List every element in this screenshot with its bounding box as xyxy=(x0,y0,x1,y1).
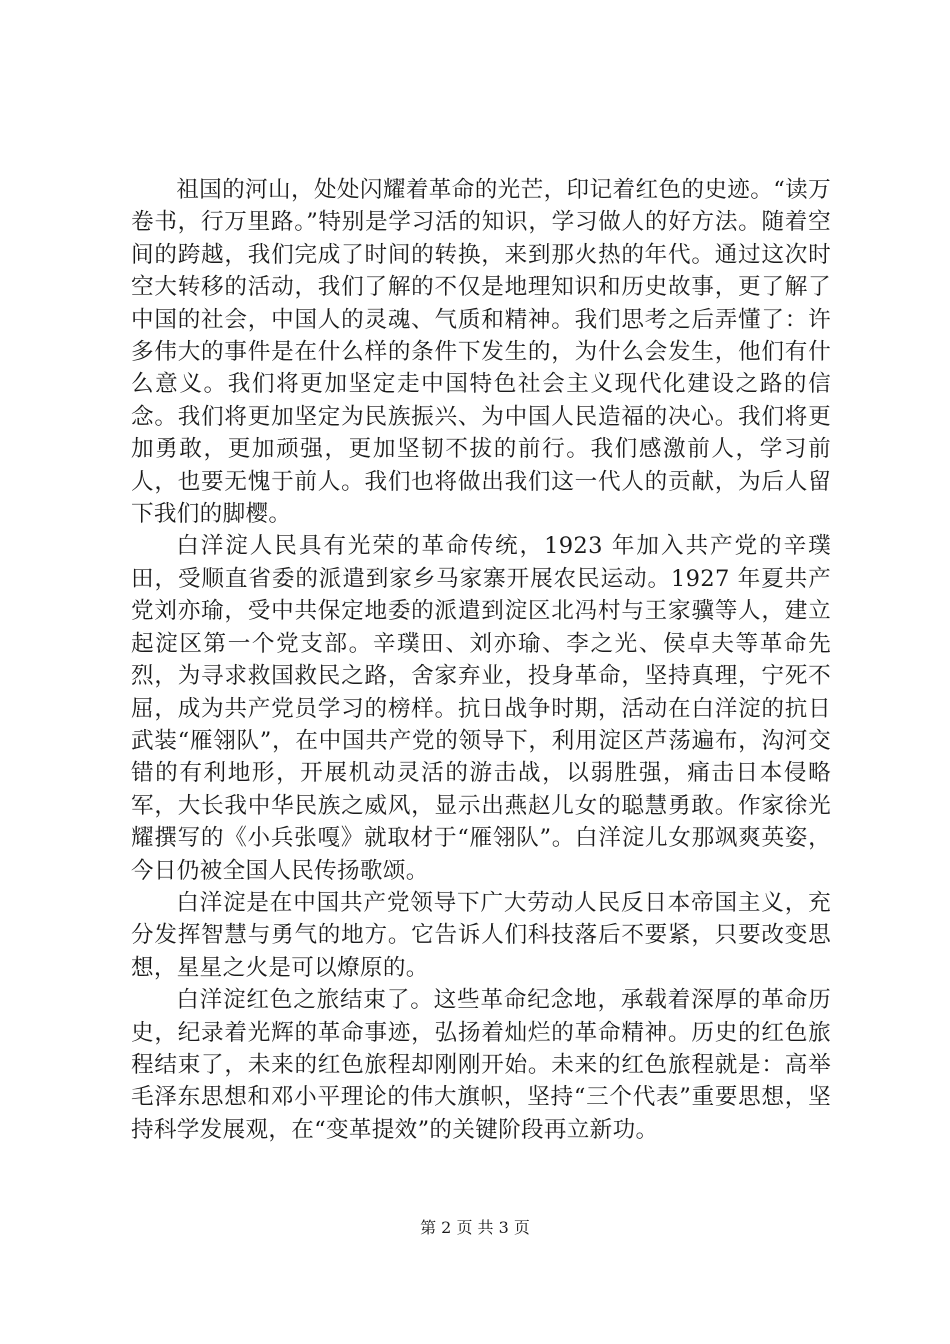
paragraph-4: 白洋淀红色之旅结束了。这些革命纪念地，承载着深厚的革命历史，纪录着光辉的革命事迹，弘扬着灿烂的革命精神。历史的红色旅程结束了，未来的红色旅程却刚刚开始。未来的红色旅程就是：高举毛泽东思想和邓小平理论的伟大旗帜，坚持“三个代表”重要思想，坚持科学发展观，在“变革提效”的关键阶段再立新功。 xyxy=(131,987,831,1143)
body-text xyxy=(131,174,831,1146)
paragraph-1: 祖国的河山，处处闪耀着革命的光芒，印记着红色的史迹。“读万卷书，行万里路。”特别是学习活的知识，学习做人的好方法。随着空间的跨越，我们完成了时间的转换，来到那火热的年代。通过这次时空大转移的活动，我们了解的不仅是地理知识和历史故事，更了解了中国的社会，中国人的灵魂、气质和精神。我们思考之后弄懂了：许多伟大的事件是在什么样的条件下发生的，为什么会发生，他们有什么意义。我们将更加坚定走中国特色社会主义现代化建设之路的信念。我们将更加坚定为民族振兴、为中国人民造福的决心。我们将更加勇敢，更加顽强，更加坚韧不拔的前行。我们感激前人，学习前人，也要无愧于前人。我们也将做出我们这一代人的贡献，为后人留下我们的脚樱。 xyxy=(131,177,831,528)
paragraph-3: 白洋淀是在中国共产党领导下广大劳动人民反日本帝国主义，充分发挥智慧与勇气的地方。它告诉人们科技落后不要紧，只要改变思想，星星之火是可以燎原的。 xyxy=(131,889,831,981)
paragraph-2: 白洋淀人民具有光荣的革命传统，1923 年加入共产党的辛璞田，受顺直省委的派遣到家乡马家寨开展农民运动。1927 年夏共产党刘亦瑜，受中共保定地委的派遣到淀区北冯村与王家骥等人，建立起淀区第一个党支部。辛璞田、刘亦瑜、李之光、侯卓夫等革命先烈，为寻求救国救民之路，舍家弃业，投身革命，坚持真理，宁死不屈，成为共产党员学习的榜样。抗日战争时期，活动在白洋淀的抗日武装“雁翎队”，在中国共产党的领导下，利用淀区芦荡遍布，沟河交错的有利地形，开展机动灵活的游击战，以弱胜强，痛击日本侵略军，大长我中华民族之威风，显示出燕赵儿女的聪慧勇敢。作家徐光耀撰写的《小兵张嘎》就取材于“雁翎队”。白洋淀儿女那飒爽英姿，今日仍被全国人民传扬歌颂。 xyxy=(131,533,831,884)
page-number-footer: 第 2 页 共 3 页 xyxy=(420,1218,530,1237)
